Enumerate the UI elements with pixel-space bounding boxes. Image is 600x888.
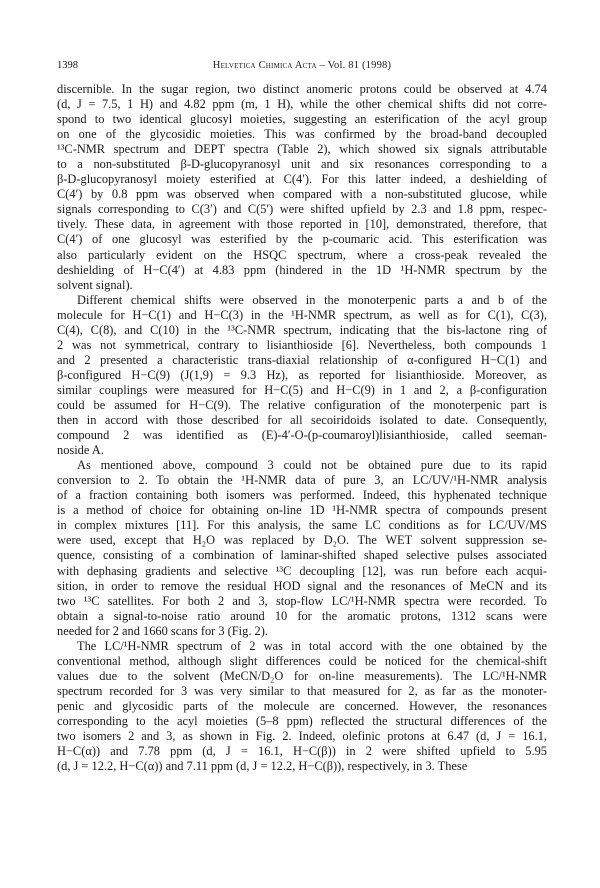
text-line: values due to the solvent (MeCN/D₂O for on-line measurements). The LC/¹H-NMR [57, 668, 547, 683]
journal-title: Helvetica Chimica Acta [212, 60, 317, 71]
text-line: β-configured H−C(9) (J(1,9) = 9.3 Hz), as reported for lisianthioside. Moreover, as [57, 367, 547, 382]
text-line: also particularly evident on the HSQC spectrum, where a cross-peak revealed the [57, 247, 547, 262]
text-line: As mentioned above, compound 3 could not be obtained pure due to its rapid [77, 458, 547, 473]
text-line: in complex mixtures [11]. For this analysis, the same LC conditions as for LC/UV/MS [57, 518, 547, 533]
text-line: C(4′) by 0.8 ppm was observed when compared with a non-substituted glucose, while [57, 187, 547, 202]
paragraph [57, 82, 547, 293]
text-line: quence, consisting of a combination of laminar-shifted shaped selective pulses associated [57, 548, 547, 563]
text-line: with dephasing gradients and selective ¹³C decoupling [12], was run before each acqui- [57, 563, 547, 578]
text-line: could be assumed for H−C(9). The relative configuration of the monoterpenic part is [57, 397, 547, 412]
text-line: to a non-substituted β-D-glucopyranosyl unit and six resonances corresponding to a [57, 157, 547, 172]
text-line: tively. These data, in agreement with those reported in [10], demonstrated, therefore, that [57, 217, 547, 232]
text-line: similar couplings were measured for H−C(5) and H−C(9) in 1 and 2, a β-configuration [57, 382, 547, 397]
text-line: needed for 2 and 1660 scans for 3 (Fig. 2). [57, 623, 268, 638]
text-line: two isomers 2 and 3, as shown in Fig. 2. Indeed, olefinic protons at 6.47 (d, J = 16.1, [57, 729, 547, 744]
page-header [57, 60, 547, 74]
text-line: deshielding of H−C(4′) at 4.83 ppm (hindered in the 1D ¹H-NMR spectrum by the [57, 262, 547, 277]
text-line: β-D-glucopyranosyl moiety esterified at C(4′). For this latter indeed, a deshielding of [57, 172, 547, 187]
paragraph [57, 293, 547, 459]
text-line: compound 2 was identified as (E)-4′-O-(p-coumaroyl)lisianthioside, called seeman- [57, 428, 547, 443]
text-line: conventional method, although slight differences could be noticed for the chemical-shift [57, 653, 547, 668]
text-line: molecule for H−C(1) and H−C(3) in the ¹H-NMR spectrum, as well as for C(1), C(3), [57, 307, 547, 322]
text-line: C(4′) of one glucosyl was esterified by the p-coumaric acid. This esterification was [57, 232, 547, 247]
text-line: two ¹³C satellites. For both 2 and 3, stop-flow LC/¹H-NMR spectra were recorded. To [57, 593, 547, 608]
text-line: were used, except that H₂O was replaced by D₂O. The WET solvent suppression se- [57, 533, 547, 548]
text-line: penic and glycosidic parts of the molecule are concerned. However, the resonances [57, 698, 547, 713]
text-line: Different chemical shifts were observed in the monoterpenic parts a and b of the [77, 292, 547, 307]
text-line: of a fraction containing both isomers was performed. Indeed, this hyphenated technique [57, 488, 547, 503]
text-line: then in accord with those described for all secoiridoids isolated to date. Consequently, [57, 413, 547, 428]
running-head [57, 60, 547, 71]
text-line: is a method of choice for obtaining on-line 1D ¹H-NMR spectra of compounds present [57, 503, 547, 518]
article-body [57, 82, 547, 774]
text-line: conversion to 2. To obtain the ¹H-NMR data of pure 3, an LC/UV/¹H-NMR analysis [57, 473, 547, 488]
text-line: corresponding to the acyl moieties (5–8 ppm) reflected the structural differences of the [57, 713, 547, 728]
paragraph [57, 639, 547, 774]
text-line: solvent signal). [57, 277, 133, 292]
text-line: The LC/¹H-NMR spectrum of 2 was in total accord with the one obtained by the [77, 638, 547, 653]
text-line: on one of the glycosidic moieties. This was confirmed by the broad-band decoupled [57, 127, 547, 142]
journal-volume: – Vol. 81 (1998) [319, 60, 392, 71]
text-line: C(4), C(8), and C(10) in the ¹³C-NMR spectrum, indicating that the bis-lactone ring of [57, 322, 547, 337]
text-line: signals corresponding to C(3′) and C(5′) were shifted upfield by 2.3 and 1.8 ppm, respec- [57, 202, 547, 217]
text-line: (d, J = 12.2, H−C(α)) and 7.11 ppm (d, J = 12.2, H−C(β)), respectively, in 3. These [57, 759, 468, 774]
text-line: discernible. In the sugar region, two distinct anomeric protons could be observed at 4.74 [57, 82, 547, 96]
text-line: (d, J = 7.5, 1 H) and 4.82 ppm (m, 1 H), while the other chemical shifts did not corre- [57, 97, 547, 112]
text-line: 2 was not symmetrical, contrary to lisianthioside [6]. Nevertheless, both compounds 1 [57, 337, 547, 352]
text-line: and 2 presented a characteristic trans-diaxial relationship of α-configured H−C(1) and [57, 352, 547, 367]
text-line: noside A. [57, 443, 104, 458]
text-line: spond to two identical glucosyl moieties, suggesting an esterification of the acyl group [57, 112, 547, 127]
page-number: 1398 [57, 60, 78, 71]
text-line: H−C(α)) and 7.78 ppm (d, J = 16.1, H−C(β)) in 2 were shifted upfield to 5.95 [57, 744, 547, 759]
text-line: sition, in order to remove the residual HOD signal and the resonances of MeCN and its [57, 578, 547, 593]
paragraph [57, 458, 547, 639]
text-line: spectrum recorded for 3 was very similar to that measured for 2, as far as the monoter- [57, 683, 547, 698]
text-line: ¹³C-NMR spectrum and DEPT spectra (Table 2), which showed six signals attributable [57, 142, 547, 157]
text-line: obtain a signal-to-noise ratio around 10 for the aromatic protons, 1312 scans were [57, 608, 547, 623]
